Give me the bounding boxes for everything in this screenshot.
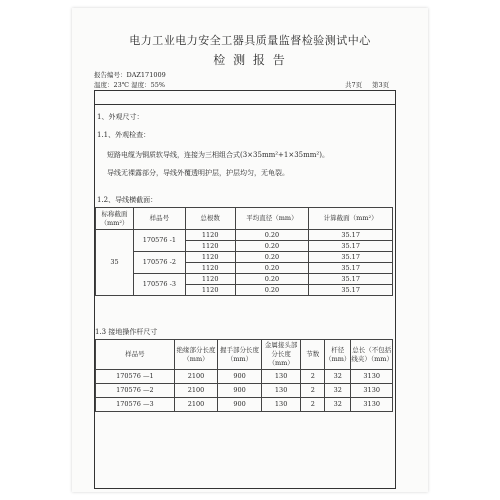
metal-cell: 130 bbox=[261, 370, 301, 384]
area-cell: 35.17 bbox=[309, 252, 393, 263]
col-header-count: 总根数 bbox=[185, 208, 235, 230]
page-number: 第3页 bbox=[372, 81, 390, 89]
col-header-metal: 金属接头部分长度（mm） bbox=[261, 340, 301, 370]
appearance-text-2: 导线无裸露部分，导线外覆透明护层，护层均匀，无龟裂。 bbox=[107, 169, 289, 177]
insulation-cell: 2100 bbox=[174, 398, 218, 412]
section-1-3-heading: 1.3 接地操作杆尺寸 bbox=[95, 328, 158, 336]
sample-cell: 170576 —3 bbox=[96, 398, 175, 412]
area-cell: 35.17 bbox=[309, 285, 393, 296]
diameter-cell: 0.20 bbox=[235, 274, 309, 285]
col-header-total: 总长（不包括线夹）（mm） bbox=[351, 340, 393, 370]
table-row bbox=[96, 230, 393, 241]
table-row bbox=[96, 370, 393, 384]
diameter-cell: 0.20 bbox=[235, 263, 309, 274]
nominal-cell: 35 bbox=[96, 230, 134, 296]
insulation-cell: 2100 bbox=[174, 384, 218, 398]
diameter-cell: 0.20 bbox=[235, 230, 309, 241]
report-number: 报告编号：DAZ171009 bbox=[94, 71, 166, 79]
area-cell: 35.17 bbox=[309, 241, 393, 252]
metal-cell: 130 bbox=[261, 384, 301, 398]
table-row bbox=[96, 274, 393, 285]
grip-cell: 900 bbox=[218, 370, 262, 384]
count-cell: 1120 bbox=[185, 241, 235, 252]
count-cell: 1120 bbox=[185, 252, 235, 263]
section-1-2-heading: 1.2、导线横截面： bbox=[97, 196, 158, 204]
count-cell: 1120 bbox=[185, 285, 235, 296]
col-header-nominal: 标称截面（mm²） bbox=[96, 208, 134, 230]
appearance-text-1: 短路电缆为铜质软导线，连接为三相组合式(3×35mm²+1×35mm²)。 bbox=[107, 151, 329, 159]
grip-cell: 900 bbox=[218, 384, 262, 398]
sample-cell: 170576 —2 bbox=[96, 384, 175, 398]
area-cell: 35.17 bbox=[309, 230, 393, 241]
col-header-sections: 节数 bbox=[301, 340, 325, 370]
col-header-sample: 样品号 bbox=[133, 208, 185, 230]
total-pages: 共7页 bbox=[345, 81, 363, 89]
col-header-area: 计算截面（mm²） bbox=[309, 208, 393, 230]
diameter-cell: 0.20 bbox=[235, 285, 309, 296]
total-cell: 3130 bbox=[351, 384, 393, 398]
count-cell: 1120 bbox=[185, 274, 235, 285]
rod-diameter-cell: 32 bbox=[325, 370, 351, 384]
sections-cell: 2 bbox=[301, 384, 325, 398]
table-row bbox=[96, 384, 393, 398]
sample-cell: 170576 -3 bbox=[133, 274, 185, 296]
rod-diameter-cell: 32 bbox=[325, 384, 351, 398]
sections-cell: 2 bbox=[301, 398, 325, 412]
temperature-humidity: 温度：23℃ 湿度：55% bbox=[94, 81, 166, 89]
total-cell: 3130 bbox=[351, 370, 393, 384]
area-cell: 35.17 bbox=[309, 274, 393, 285]
sample-cell: 170576 -1 bbox=[133, 230, 185, 252]
table-row bbox=[96, 398, 393, 412]
diameter-cell: 0.20 bbox=[235, 241, 309, 252]
col-header-sample: 样品号 bbox=[96, 340, 175, 370]
sample-cell: 170576 -2 bbox=[133, 252, 185, 274]
metal-cell: 130 bbox=[261, 398, 301, 412]
divider bbox=[94, 104, 396, 105]
col-header-insulation: 绝缘部分长度（mm） bbox=[174, 340, 218, 370]
count-cell: 1120 bbox=[185, 230, 235, 241]
rod-diameter-cell: 32 bbox=[325, 398, 351, 412]
grip-cell: 900 bbox=[218, 398, 262, 412]
insulation-cell: 2100 bbox=[174, 370, 218, 384]
cross-section-table bbox=[95, 207, 393, 296]
sample-cell: 170576 —1 bbox=[96, 370, 175, 384]
col-header-diameter: 平均直径（mm） bbox=[235, 208, 309, 230]
col-header-rod-diameter: 杆径（mm） bbox=[325, 340, 351, 370]
count-cell: 1120 bbox=[185, 263, 235, 274]
document-title: 检 测 报 告 bbox=[213, 53, 287, 67]
section-1-1-heading: 1.1、外观检查： bbox=[97, 131, 151, 139]
area-cell: 35.17 bbox=[309, 263, 393, 274]
diameter-cell: 0.20 bbox=[235, 252, 309, 263]
section-1-heading: 1、外观尺寸： bbox=[97, 113, 144, 121]
total-cell: 3130 bbox=[351, 398, 393, 412]
organization-title: 电力工业电力安全工器具质量监督检验测试中心 bbox=[129, 34, 371, 47]
rod-dimension-table bbox=[95, 339, 393, 412]
col-header-grip: 握手部分长度（mm） bbox=[218, 340, 262, 370]
table-row bbox=[96, 252, 393, 263]
sections-cell: 2 bbox=[301, 370, 325, 384]
